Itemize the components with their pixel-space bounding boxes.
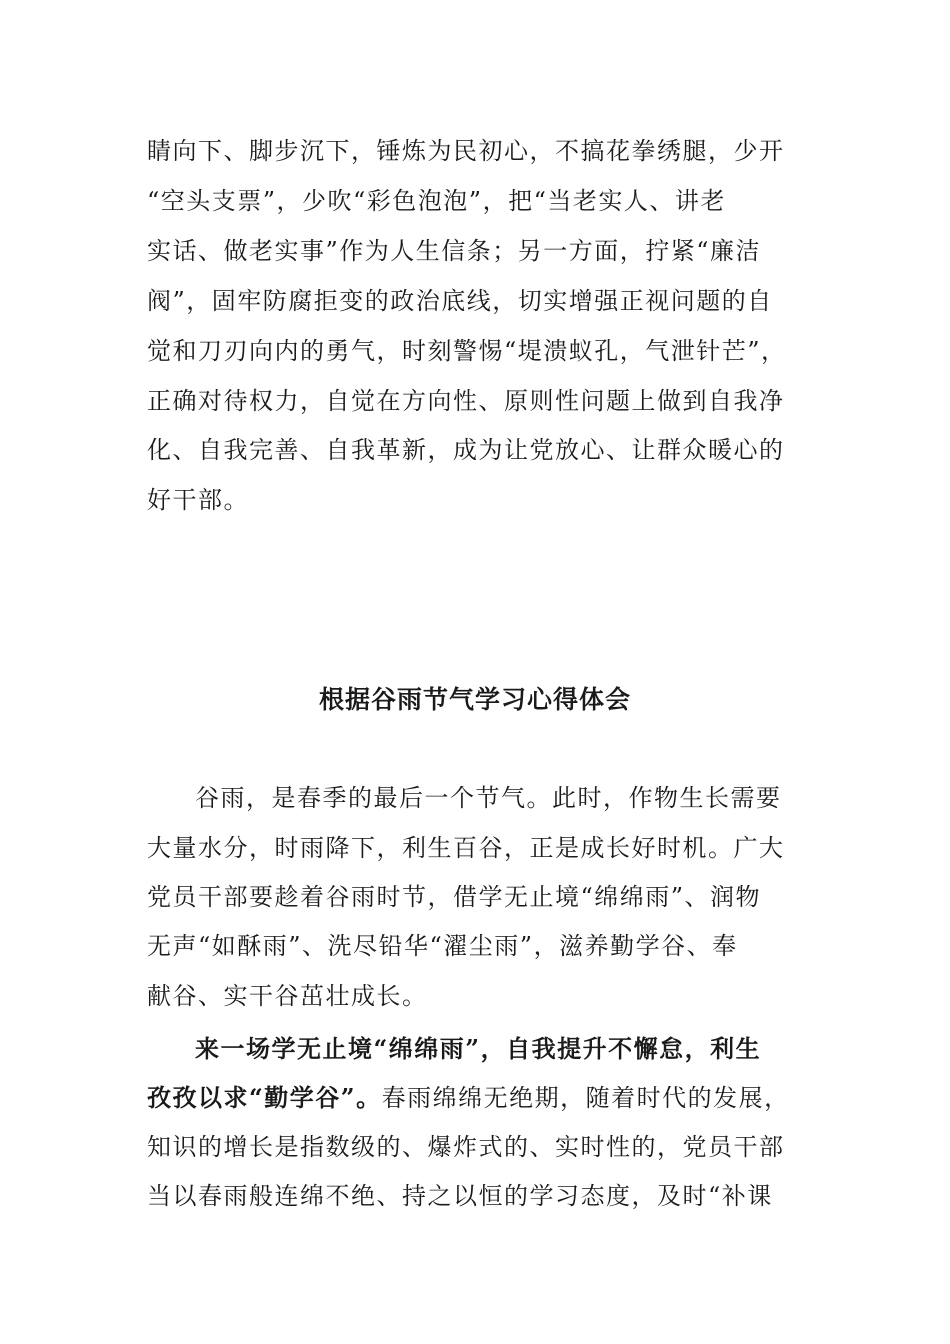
paragraph-line: 睛向下、脚步沉下，锤炼为民初心，不搞花拳绣腿，少开 xyxy=(147,137,785,165)
intro-line: 大量水分，时雨降下，利生百谷，正是成长好时机。广大 xyxy=(147,834,785,862)
section-heading-end: 孜孜以求“勤学谷”。 xyxy=(147,1083,382,1112)
section-heading: 来一场学无止境“绵绵雨”，自我提升不懈怠，利生 xyxy=(195,1034,762,1063)
paragraph-line: “空头支票”，少吹“彩色泡泡”，把“当老实人、讲老 xyxy=(147,187,726,215)
intro-line: 谷雨，是春季的最后一个节气。此时，作物生长需要 xyxy=(195,784,782,812)
section-line xyxy=(147,1078,807,1118)
paragraph-line: 觉和刀刃向内的勇气，时刻警惕“堤溃蚁孔，气泄针芒”， xyxy=(147,337,787,365)
section-text: 春雨绵绵无绝期，随着时代的发展， xyxy=(381,1084,790,1112)
paragraph-line: 正确对待权力，自觉在方向性、原则性问题上做到自我净 xyxy=(147,387,785,415)
intro-line: 党员干部要趁着谷雨时节，借学无止境“绵绵雨”、润物 xyxy=(147,883,762,911)
paragraph-line: 实话、做老实事”作为人生信条；另一方面，拧紧“廉洁 xyxy=(147,237,762,265)
section-line: 当以春雨般连绵不绝、持之以恒的学习态度，及时“补课 xyxy=(147,1182,773,1210)
paragraph-line: 阀”，固牢防腐拒变的政治底线，切实增强正视问题的自 xyxy=(147,287,773,315)
paragraph-line: 化、自我完善、自我革新，成为让党放心、让群众暖心的 xyxy=(147,436,785,464)
paragraph-line: 好干部。 xyxy=(147,486,249,514)
article-title: 根据谷雨节气学习心得体会 xyxy=(318,685,631,714)
section-line: 知识的增长是指数级的、爆炸式的、实时性的，党员干部 xyxy=(147,1133,785,1161)
intro-line: 献谷、实干谷茁壮成长。 xyxy=(147,982,428,1010)
intro-line: 无声“如酥雨”、洗尽铅华“濯尘雨”，滋养勤学谷、奉 xyxy=(147,932,738,960)
